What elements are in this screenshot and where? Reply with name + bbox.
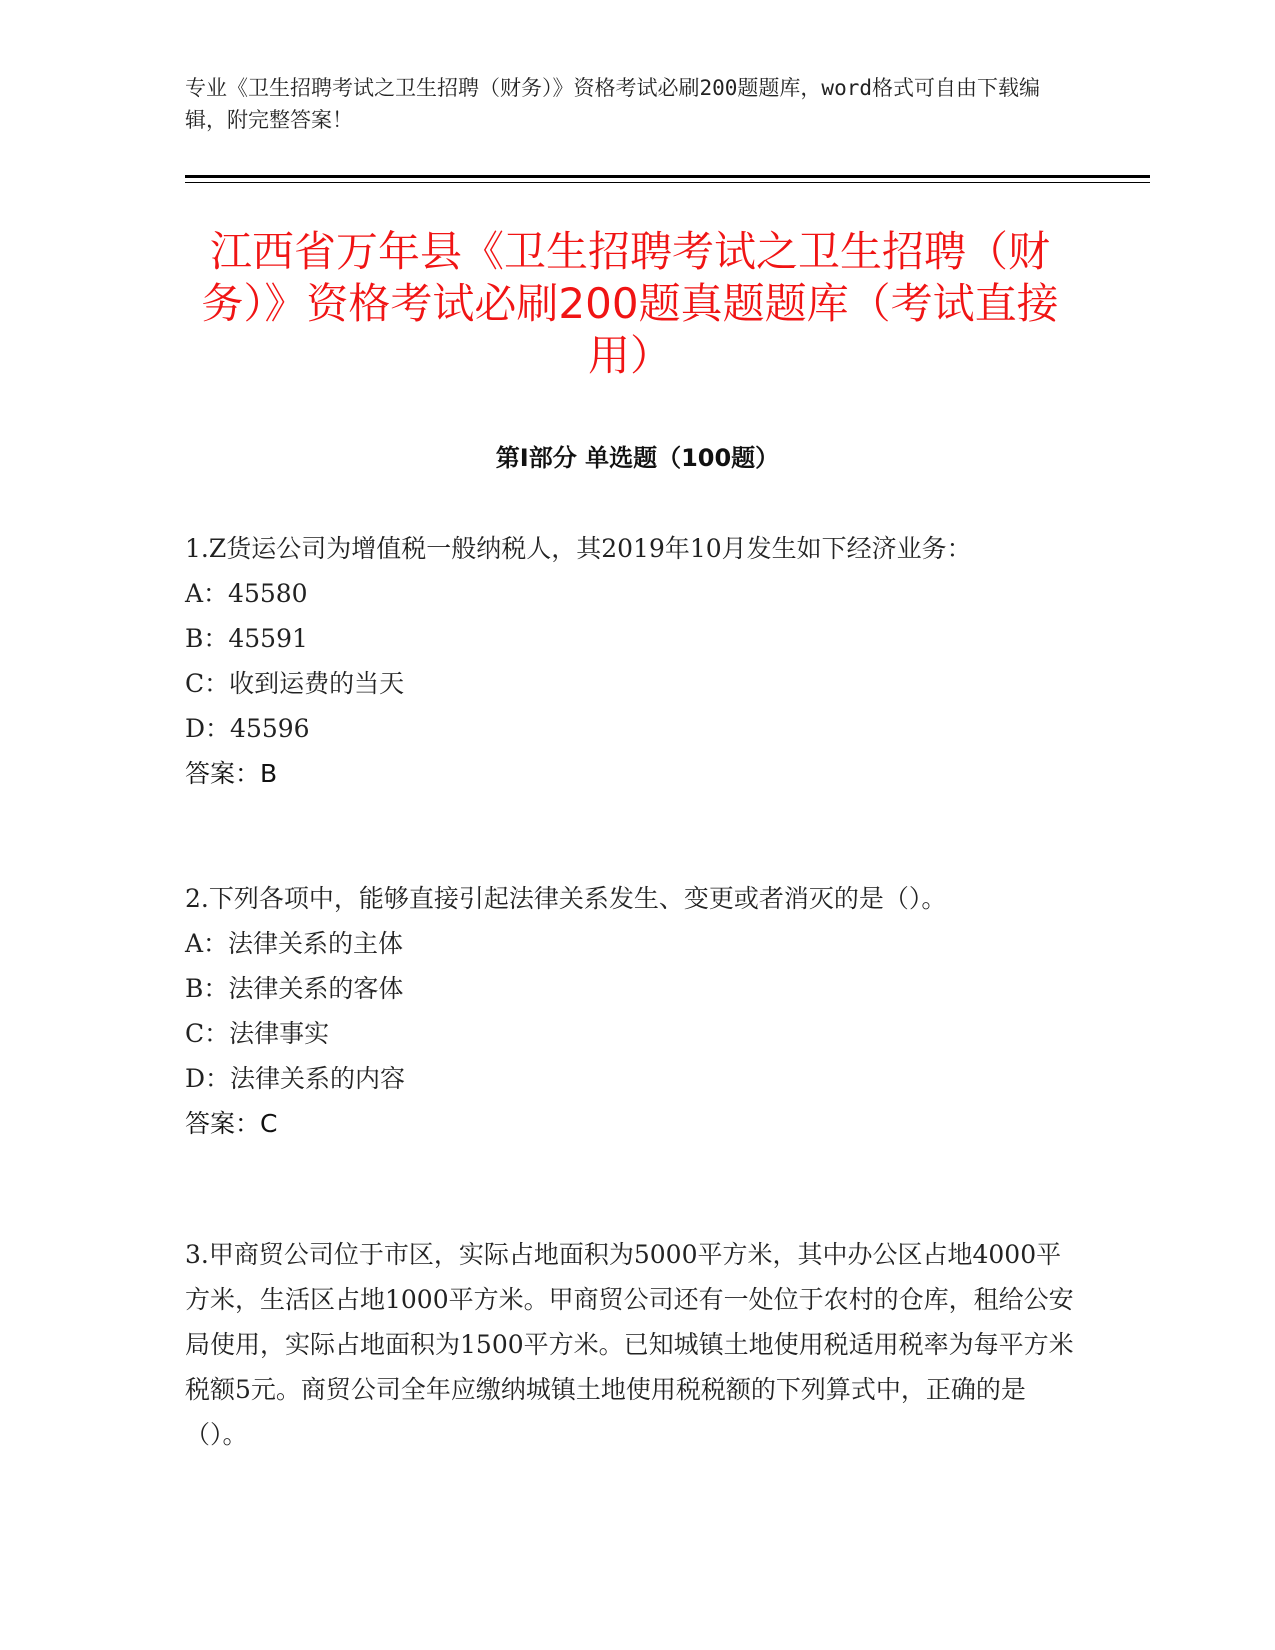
- answer: 答案：B: [185, 759, 278, 788]
- option-b: B：45591: [185, 624, 308, 653]
- question-3: [185, 1232, 1085, 1457]
- question-stem: 2.下列各项中，能够直接引起法律关系发生、变更或者消灭的是（）。: [185, 884, 947, 913]
- option-d: D：45596: [185, 714, 310, 743]
- question-2: [185, 876, 1085, 1146]
- section-heading: 第I部分 单选题（100题）: [495, 444, 780, 472]
- question-stem: 3.甲商贸公司位于市区，实际占地面积为5000平方米，其中办公区占地4000平方米，生活区占地1000平方米。甲商贸公司还有一处位于农村的仓库，租给公安局使用，实际占地面积为1500平方米。已知城镇土地使用税适用税率为每平方米税额5元。商贸公司全年应缴纳城镇土地使用税税额的下列算式中，正确的是（）。: [185, 1240, 1074, 1449]
- option-a: A：法律关系的主体: [185, 929, 404, 958]
- question-stem: 1.Z货运公司为增值税一般纳税人，其2019年10月发生如下经济业务：: [185, 534, 972, 563]
- answer: 答案：C: [185, 1109, 278, 1138]
- header-rule-thick: [185, 175, 1150, 178]
- header-note: 专业《卫生招聘考试之卫生招聘（财务）》资格考试必刷200题题库，word格式可自由下载编辑，附完整答案！: [185, 76, 1040, 132]
- option-c: C：收到运费的当天: [185, 669, 405, 698]
- option-d: D：法律关系的内容: [185, 1064, 406, 1093]
- document-title: 江西省万年县《卫生招聘考试之卫生招聘（财务）》资格考试必刷200题真题题库（考试直接用）: [201, 227, 1059, 380]
- option-a: A：45580: [185, 579, 308, 608]
- option-b: B：法律关系的客体: [185, 974, 404, 1003]
- question-1: [185, 526, 1085, 796]
- option-c: C：法律事实: [185, 1019, 330, 1048]
- header-rule-thin: [185, 182, 1150, 183]
